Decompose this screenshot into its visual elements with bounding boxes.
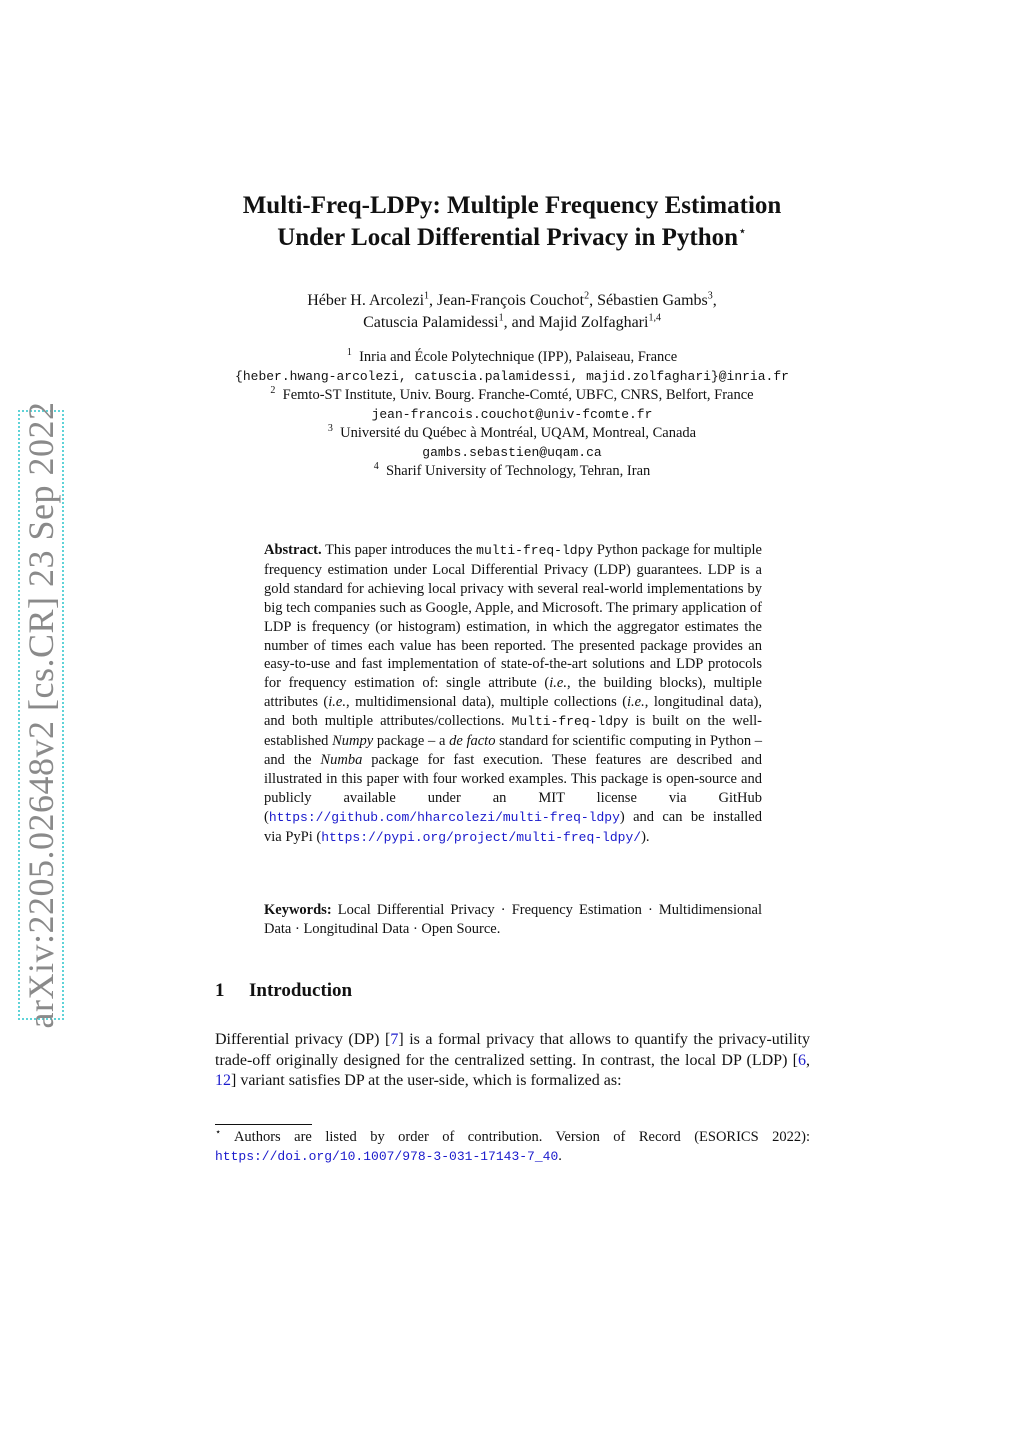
affiliation-2-email[interactable]: jean-francois.couchot@univ-fcomte.fr — [371, 407, 653, 422]
author-line-2: Catuscia Palamidessi$^1$, and Majid Zolfaghari$^{1,4}$ — [363, 312, 661, 331]
author-list — [0, 290, 1024, 334]
keywords: Keywords: Local Differential Privacy · Frequency Estimation · Multidimensional Data · Longitudinal Data · Open Source. — [264, 902, 762, 937]
section-heading-introduction — [215, 980, 352, 1002]
package-name: multi-freq-ldpy — [476, 543, 594, 558]
abstract: Abstract. This paper introduces the multi-freq-ldpy Python package for multiple frequency estimation under Local Differential Privacy (LDP) guarantees. LDP is a gold standard for achieving local privacy with several real-world implementations by big tech companies such as Google, Apple, and Microsoft. The primary application of LDP is frequency (or histogram) estimation, in which the aggregator estimates the number of times each value has been reported. The presented package provides an easy-to-use and fast implementation of state-of-the-art solutions and LDP protocols for frequency estimation of: single attribute (i.e., the building blocks), multiple attributes (i.e., multidimensional data), multiple collections (i.e., longitudinal data), and both multiple attributes/collections. Multi-freq-ldpy is built on the well-established Numpy package – a de facto standard for scientific computing in Python – and the Numba package for fast execution. These features are described and illustrated in this paper with four worked examples. This package is open-source and publicly available under an MIT license via GitHub (https://github.com/hharcolezi/multi-freq-ldpy) and can be installed via PyPi (https://pypi.org/project/multi-freq-ldpy/). — [264, 542, 763, 845]
package-name-2: Multi-freq-ldpy — [511, 714, 629, 730]
affiliation-2: $^2$ Femto-ST Institute, Univ. Bourg. Franche-Comté, UBFC, CNRS, Belfort, France — [270, 385, 754, 403]
footnote-rule — [215, 1124, 312, 1125]
affiliation-1-email[interactable]: {heber.hwang-arcolezi, catuscia.palamidessi, majid.zolfaghari}@inria.fr — [235, 369, 789, 384]
github-link[interactable]: https://github.com/hharcolezi/multi-freq-ldpy — [268, 809, 620, 825]
citation-6[interactable]: 6 — [798, 1051, 806, 1069]
doi-link[interactable]: https://doi.org/10.1007/978-3-031-17143-7_40 — [215, 1149, 559, 1164]
arxiv-side-stamp — [18, 401, 64, 1029]
section-title: Introduction — [249, 980, 353, 1001]
keywords-label: Keywords: — [264, 902, 332, 918]
footnote: ⋆ Authors are listed by order of contribution. Version of Record (ESORICS 2022): https://doi.org/10.1007/978-3-031-17143-7_40. — [215, 1127, 810, 1164]
affiliation-1: $^1$ Inria and École Polytechnique (IPP), Palaiseau, France — [346, 347, 678, 365]
title-line-1: Multi-Freq-LDPy: Multiple Frequency Estimation — [242, 192, 782, 219]
abstract-label: Abstract. — [264, 542, 322, 558]
arxiv-identifier: arXiv:2205.02648v2 [cs.CR] 23 Sep 2022 — [21, 401, 61, 1029]
title-footnote-mark: ⋆ — [738, 224, 747, 240]
affiliation-4: $^4$ Sharif University of Technology, Tehran, Iran — [373, 461, 651, 479]
paper-title — [0, 190, 1024, 254]
pypi-link[interactable]: https://pypi.org/project/multi-freq-ldpy/ — [321, 829, 642, 845]
citation-7[interactable]: 7 — [390, 1031, 399, 1048]
affiliation-3-email[interactable]: gambs.sebastien@uqam.ca — [422, 445, 602, 460]
section-number: 1 — [215, 980, 225, 1001]
title-line-2: Under Local Differential Privacy in Python⋆ — [277, 224, 747, 251]
citation-12[interactable]: 12 — [215, 1072, 231, 1089]
affiliations — [0, 348, 1024, 481]
footnote-mark: ⋆ — [215, 1127, 222, 1139]
author-line-1: Héber H. Arcolezi$^1$, Jean-François Couchot$^2$, Sébastien Gambs$^3$, — [307, 290, 717, 309]
intro-paragraph: Differential privacy (DP) [7] is a formal privacy that allows to quantify the privacy-utility trade-off originally designed for the centralized setting. In contrast, the local DP (LDP) [6, 12] variant satisfies DP at the user-side, which is formalized as: — [215, 1031, 810, 1089]
affiliation-3: $^3$ Université du Québec à Montréal, UQAM, Montreal, Canada — [327, 423, 697, 441]
